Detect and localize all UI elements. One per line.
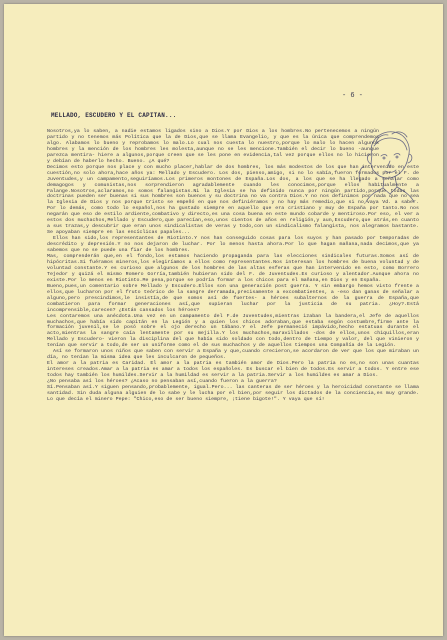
- paragraph: Así se formaron unos niños que saben con servir a España y que,cuando crecieron,se acordaron de ver que los que miraban un día, no tenían la misma idea que les inculcaron de pequeños.: [47, 349, 419, 361]
- paragraph: Sí.Pensaban así.Y siguen pensando,probablemente, igual.Pero... las canteras de ser héroes y la heroicidad constante se llama santidad. Sin duda alguna alguien de lo sabe y le lucha por el bien,por seguir los dictados de la conciencia,es muy grande. Lo que decía el minero Pepe: "Chico,eso de ser bueno siempre, ¡tiene bigote!". Y vaya que sí!: [47, 384, 419, 402]
- paragraph: ¿No pensaba así los héroes? ¿Acaso no pensaban así,cuando fueron a la guerra?: [47, 379, 277, 385]
- article-body: [47, 129, 419, 403]
- paragraph: El amor a la patria es Caridad. El amor a la patria es también amor de Dios.Pero la patria no es,no son unas cuantas intereses creados.Amar a la patria es amar a todos los españoles. Es buscar el bien de todos.Es servir a todos. Y entre ese todos hay también los humildes.Servir a la humildad es servir a la patria.Servir a los humildes es amar a Dios.: [47, 361, 419, 379]
- paragraph: Ellos han sido,los representantes de Riotinto.Y nos han conseguido cosas para los suyos y han pasado por temporadas de descrédito y depresión.Y no nos dejaron de luchar. Por lo menos hasta ahora.Por lo que hagan mañana,nada decimos,que ya sabemos que no se puede una fiar de los hombres.: [47, 236, 419, 254]
- article-title: MELLADO, ESCUDERO Y EL CAPITAN...: [51, 112, 177, 119]
- paragraph: Decimos esto porque nos place y con mucho placer,hablar de dos hombres, los más modestos de los que han intervenido en este cuestión,no solo ahora,hace años ya: Mellado y Escudero. Los dos, pienso,amigo, si no lo sabía,fueron formados por el F. de Juventudes,y un campamento,seguiríamos.Los primeros montones de España.Los dos, a los que se ha llegado a señalar como demagogos y comunistas,nos sorprendieron agradablemente cuando les conocimos,porque ellos habitualmente a Falange.Nosotros,aclaramos,no somos falangistas.Ni la Iglesia se ha definido nunca por ningún partido,porque todas las doctrinas pueden ser buenas si sus hombres son buenos y su doctrina no va contra Dios.Y no nos definimos por nada que no sea la Iglesia de Dios y nos porque Cristo se empeñó en que nos definiéramos y no hay más remedio,que si no,vaya Vd. a saber. Por lo demás, como todo lo español,nos ha gustado siempre en aquello que era cristiano y muy de España por tanto.No nos negarán que eso de estilo ardiente,combativo y directo,es una cosa buena en este mundo cobarde y mentiroso.Por eso, el ver a estos dos muchachos,Mellado y Escudero,que parecían,eso,unos cientos de años en religión,y aun,Escudero,que atrás,en cuanto a sus trazas,y descubrir que eran unos sindicalistas de veras y todo,con un sindicalismo falangista, nos alegramos bastante. Se apoyaban siempre en las encíclicas papales...: [47, 164, 419, 236]
- paragraph: Les contaremos una anécdota.Una vez en un campamento del F.de Juventudes,mientras izaban la bandera,el Jefe de aquellos muchachos,que había sido capitán en la Legión y a quien los chicos adoraban,que estaba según costumbre,firme ante la formación juvenil,se le posó sobre el ojo derecho un tábano.Y el Jefe permaneció impávido,hecho estatuas durante el acto,mientras la sangre caía lentamente por su mejilla.Y los muchachos,maravillados -dos de ellos,unos chiquillos,eran Mellado y Escudero- vieron la disciplina del que había sido soldado con todo,dentro de tiempo y valor, del que vinieron y tenían que servir a todo,de ser un uniforme como el de sus muchachos y de aquellos tiempos una Compañía de la Legión.: [47, 313, 419, 349]
- page-number: - 6 -: [342, 92, 364, 100]
- paragraph: Bueno,pues,un comentario sobre Mellado y Escudero.Ellos son una generación post guerra. Y sin embargo hemos visto frente a ellos,que lucharon por el fruto teórico de la sangre derramada,precisamente a excombatientes, a -eso dan ganas de señalar a alguno,pero prescindimos,le insistía,de que somos así de fuertes- a héroes subalternos de la guerra de España,que combatieron para formar generaciones así,que supieran luchar por la justicia de su patria. ¿Hoy?.Está incomprensible,carecen? ¿Están cansados los héroes?: [47, 283, 419, 313]
- paragraph: Mas, comprenderán que,en el fondo,los estamos haciendo propaganda para las elecciones sindicales futuras.Somos así de hipócritas.Si fuéramos mineros,los elegiríamos a ellos como representantes.Nos interesan los hombres de buena voluntad y de voluntad constante.Y es curioso que algunos de los hombres de las altas esferas que han intervenido en esto, como Borrero Tejedor y quizá el mismo Romero Gorría,también hubieran sido del F. de Juventudes.Es curioso y alentador.Aunque ahora no existe.Por lo menos en Riotinto.Me pena,porque se podría formar a los chicos para el mañana,en Dios y en España.: [47, 254, 419, 283]
- document-page: [4, 4, 443, 636]
- paragraph: Nosotros,ya lo saben, a nadie estamos ligados sino a Dios.Y por Dios a los hombres.No pertenecemos a ningún partido y no tenemos más Política que la de Dios,que se llama Evangelio, y que es la única que comprendemos algo. Alabamos lo bueno y reprobamos lo malo.Lo cual nos cuesta lo nuestro,porque lo malo lo hacen algunos hombres y la mención de los hombres les molesta,aunque no se les mencione.También el decir lo bueno -aunque parezca mentira- hiere a algunos,porque creen que se les pone en evidencia,tal vez porque ellos no lo hicieron y debían de haberlo hecho. Bueno. ¿A qué?: [47, 129, 379, 164]
